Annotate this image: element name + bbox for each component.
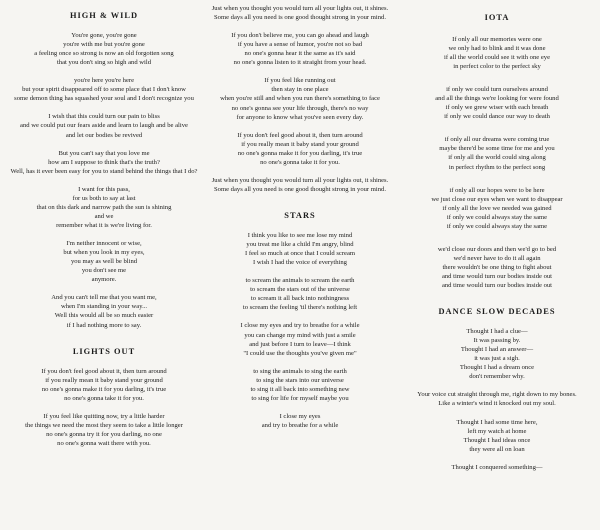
- lyric-line: they were all on loan: [469, 445, 525, 453]
- stanza: [204, 131, 396, 167]
- lyric-line: if only we grew wiser with each breath: [445, 104, 549, 112]
- stanza: [398, 35, 596, 71]
- stanza: [398, 327, 596, 381]
- lyric-line: if you have a sense of humor, you're not so bad: [237, 41, 363, 49]
- lyric-line: don't remember why.: [469, 373, 525, 381]
- lyric-line: the things we need the most they seem to take a little longer: [25, 421, 183, 429]
- lyric-line: to sing the animals to sing the earth: [253, 367, 347, 375]
- lyric-line: maybe there'd be some time for me and you: [439, 145, 555, 153]
- stanza: [204, 76, 396, 121]
- lyric-line: no one's gonna listen to it straight from your head.: [233, 59, 367, 67]
- lyric-line: to scream the feeling 'til there's nothing left: [242, 304, 358, 312]
- lyric-line: in perfect rhythm to the perfect song: [448, 163, 546, 171]
- stanza: [8, 367, 200, 403]
- lyric-line: I close my eyes and try to breathe for a while: [240, 322, 360, 330]
- lyric-line: if you really mean it baby stand your ground: [45, 376, 163, 384]
- lyric-line: if only all the world could sing along: [448, 154, 546, 162]
- lyric-line: then stay in one place: [271, 86, 329, 94]
- lyric-line: no one's gonna wait there with you.: [57, 439, 151, 447]
- lyric-line: Some days all you need is one good thought strong in your mind.: [214, 14, 386, 22]
- stanza: [8, 76, 200, 103]
- lyric-line: Like a winter's wind it knocked out my soul.: [438, 400, 556, 408]
- lyric-line: Thought I had a clue—: [466, 328, 528, 336]
- lyric-line: and we: [94, 212, 114, 220]
- stanza: [8, 185, 200, 230]
- stanza: [398, 245, 596, 290]
- lyric-line: to sing for life for myself maybe you: [251, 394, 349, 402]
- lyric-line: I'm neither innocent or wise,: [66, 240, 142, 248]
- lyric-line: no one's gonna take it for you.: [64, 394, 144, 402]
- lyric-line: to scream the animals to scream the earth: [245, 277, 355, 285]
- lyric-line: we just close our eyes when we want to disappear: [431, 195, 563, 203]
- lyric-line: to scream the stars out of the universe: [250, 286, 350, 294]
- stanza: [8, 293, 200, 329]
- poem-title-lights-out: LIGHTS OUT: [72, 346, 136, 356]
- lyric-line: when I'm standing in your way...: [60, 303, 148, 311]
- lyric-line: If you don't feel good about it, then turn around: [41, 367, 167, 375]
- lyric-line: Thought I had a dream once: [459, 364, 535, 372]
- lyric-line: that on this dark and narrow path the sun is shining: [36, 203, 172, 211]
- poem-title-iota: IOTA: [484, 13, 510, 22]
- lyric-line: Thought I had ideas once: [463, 436, 531, 444]
- lyric-line: you treat me like a child I'm angry, blind: [246, 241, 354, 249]
- lyric-line: Thought I had some time here,: [456, 418, 538, 426]
- stanza: [398, 85, 596, 121]
- stanza: [204, 321, 396, 357]
- lyric-line: no one's gonna see your life through, there's no way: [231, 104, 369, 112]
- lyric-line: Well this would all be so much easier: [54, 312, 154, 320]
- stanza: [8, 112, 200, 139]
- stanza: [8, 149, 200, 176]
- stanza: [398, 135, 596, 171]
- lyric-line: I wish that this could turn our pain to bliss: [48, 113, 160, 121]
- lyric-line: to sing the stars into our universe: [256, 376, 344, 384]
- lyric-line: no one's gonna make it for you darling, it's true: [237, 149, 363, 157]
- lyric-line: when you're still and when you run there's something to face: [220, 95, 380, 103]
- stanza: [204, 31, 396, 67]
- column-left: [8, 10, 200, 448]
- lyric-line: you're with me but you're gone: [63, 41, 145, 49]
- lyric-line: and just before I turn to leave—I think: [249, 340, 351, 348]
- lyric-line: I feel so much at once that I could scream: [244, 250, 356, 258]
- lyric-line: I wish I had the voice of everything: [253, 259, 347, 267]
- stanza: [204, 367, 396, 403]
- lyric-line: you can change my mind with just a smile: [244, 331, 356, 339]
- lyric-line: and all the things we're looking for were found: [435, 95, 559, 103]
- lyric-line: that you don't sing so high and wild: [56, 59, 152, 67]
- lyric-line: Well, has it ever been easy for you to stand behind the things that I do?: [10, 167, 198, 175]
- lyric-line: It was passing by.: [473, 337, 521, 345]
- lyric-line: Thought I conquered something—: [451, 463, 543, 471]
- lyric-line: But you can't say that you love me: [58, 149, 150, 157]
- lyric-line: I think you like to see me lose my mind: [247, 231, 353, 239]
- lyric-line: if all the world could see it with one eye: [443, 54, 551, 62]
- stanza: [398, 186, 596, 231]
- lyric-line: we'd close our doors and then we'd go to bed: [437, 245, 557, 253]
- lyric-line: no one's gonna hear it the same as it's said: [244, 50, 356, 58]
- lyric-line: there wouldn't be one thing to fight about: [442, 263, 552, 271]
- lyric-line: "I could use the thoughts you've given me": [243, 349, 357, 357]
- lyric-line: left my watch at home: [467, 427, 527, 435]
- lyric-line: And you can't tell me that you want me,: [51, 294, 157, 302]
- lyric-line: anymore.: [91, 276, 117, 284]
- lyric-line: If you feel like quitting now, try a little harder: [43, 412, 165, 420]
- lyric-line: Your voice cut straight through me, right down to my bones.: [417, 391, 577, 399]
- lyric-line: If only all our memories were one: [452, 36, 542, 43]
- lyric-line: if only all the love we needed was gained: [442, 204, 552, 212]
- lyric-line: a feeling once so strong is now an old forgotten song: [34, 50, 174, 58]
- lyric-line: If you don't feel good about it, then turn around: [237, 131, 363, 139]
- lyric-line: I want for this pass,: [78, 185, 130, 193]
- lyric-line: if only we could turn ourselves around: [446, 86, 548, 94]
- lyric-line: we only had to blink and it was done: [448, 45, 546, 53]
- stanza: [8, 239, 200, 284]
- lyric-line: for anyone to know what you've seen every day.: [236, 113, 364, 121]
- lyric-line: and try to breathe for a while: [261, 421, 339, 429]
- lyric-line: remember what it is we're living for.: [56, 221, 152, 229]
- lyric-line: to scream it all back into nothingness: [250, 295, 350, 303]
- lyric-line: in perfect color to the perfect sky: [453, 63, 541, 71]
- stanza: [8, 412, 200, 448]
- lyric-line: Just when you thought you would turn all your lights out, it shines.: [211, 176, 389, 184]
- lyric-line: for us both to say at last: [72, 194, 136, 202]
- stanza: [204, 412, 396, 430]
- stanza: [204, 4, 396, 22]
- lyric-line: Some days all you need is one good thought strong in your mind.: [214, 185, 386, 193]
- lyric-line: you may as well be blind: [70, 258, 138, 266]
- lyric-line: If you feel like running out: [264, 77, 336, 85]
- lyric-line: You're gone, you're gone: [71, 32, 137, 39]
- lyric-line: you don't see me: [81, 267, 127, 275]
- lyric-line: some demon thing has squashed your soul and I don't recognize you: [14, 95, 194, 103]
- lyric-line: no one's gonna try it for you darling, no one: [46, 430, 162, 438]
- lyric-line: if only all our hopes were to be here: [449, 186, 545, 194]
- lyric-line: I close my eyes: [279, 412, 321, 420]
- column-middle: [204, 4, 396, 430]
- column-right: [398, 12, 596, 472]
- lyric-line: but your spirit disappeared off to some place that I don't know: [22, 86, 186, 94]
- lyric-line: if only we could always stay the same: [446, 213, 548, 221]
- lyric-line: how am I suppose to think that's the truth?: [48, 158, 160, 166]
- stanza: [204, 276, 396, 312]
- lyric-line: but when you look in my eyes,: [63, 249, 145, 257]
- lyric-line: if only we could dance our way to death: [444, 113, 550, 121]
- lyric-line: if only we could always stay the same: [446, 222, 548, 230]
- lyric-line: no one's gonna take it for you.: [260, 158, 340, 166]
- lyric-line: and let our bodies be revived: [65, 131, 143, 139]
- stanza: [8, 31, 200, 67]
- lyric-line: and time would turn our bodies inside out: [441, 281, 553, 289]
- lyric-line: Just when you thought you would turn all your lights out, it shines.: [211, 5, 389, 12]
- lyric-line: and we could put our fears aside and learn to laugh and be alive: [20, 122, 188, 130]
- stanza: [204, 176, 396, 194]
- stanza: [398, 463, 596, 472]
- stanza: [204, 231, 396, 267]
- lyric-line: if I had nothing more to say.: [66, 321, 142, 329]
- lyric-line: and time would turn our bodies inside out: [441, 272, 553, 280]
- lyric-line: If you don't believe me, you can go ahead and laugh: [231, 32, 369, 40]
- lyric-line: you're here you're here: [73, 77, 135, 85]
- poem-title-dance-slow-decades: DANCE SLOW DECADES: [438, 307, 556, 317]
- lyric-line: to sing it all back into something new: [250, 385, 350, 393]
- lyric-line: no one's gonna make it for you darling, it's true: [41, 385, 167, 393]
- lyric-line: if you really mean it baby stand your ground: [241, 140, 359, 148]
- poem-title-high-and-wild: HIGH & WILD: [69, 11, 139, 20]
- lyric-line: Thought I had an answer—: [460, 346, 534, 354]
- lyric-line: if only all our dreams were coming true: [444, 136, 550, 144]
- lyric-line: it was just a sigh.: [474, 355, 520, 363]
- poem-title-stars: STARS: [284, 210, 316, 220]
- lyric-line: we'd never have to do it all again: [453, 254, 541, 262]
- stanza: [398, 418, 596, 454]
- stanza: [398, 390, 596, 408]
